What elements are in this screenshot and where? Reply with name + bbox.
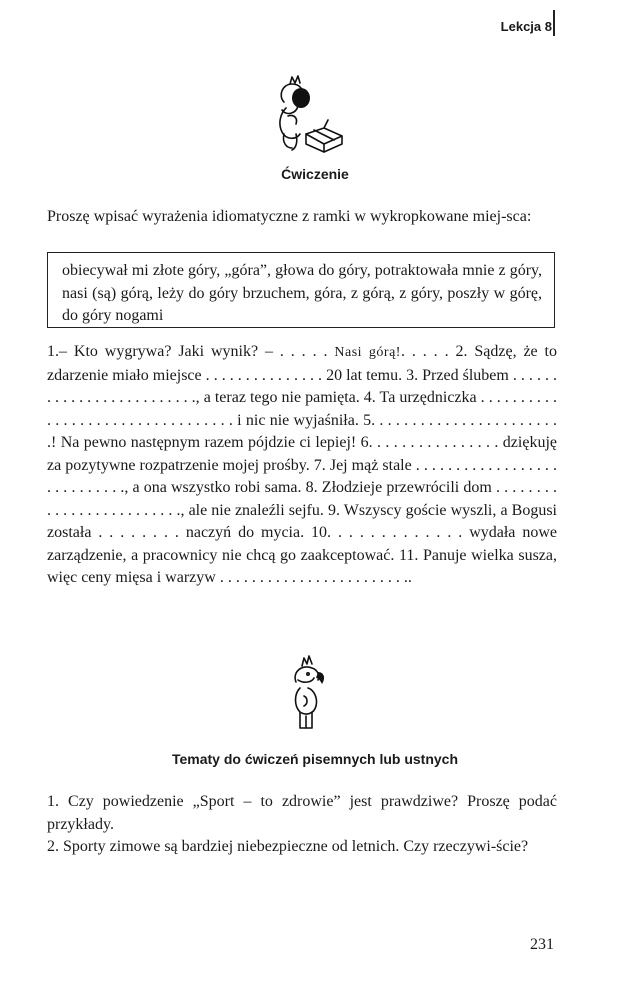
exercise-text: [47, 341, 557, 590]
exercise-title: Ćwiczenie: [281, 166, 349, 182]
topic-item-1: 1. Czy powiedzenie „Sport – to zdrowie” jest prawdziwe? Proszę podać przykłady.: [47, 793, 557, 833]
cartoon-character-with-box-icon: [268, 72, 348, 164]
topics-list: [47, 791, 557, 859]
exercise-text-start: 1.– Kto wygrywa? Jaki wynik? – . . . . .: [47, 343, 335, 360]
topic-item-2: 2. Sporty zimowe są bardziej niebezpieczne od letnich. Czy rzeczywi-ście?: [47, 838, 529, 855]
exercise-text-rest: . . . . . 2. Sądzę, że to zdarzenie miało miejsce . . . . . . . . . . . . . . . 20 lat temu. 3. Przed ślubem . . . . . . . . . . . . . . . . . . . . . . . . ., a teraz tego nie pamięta. 4. Ta urzędniczka . . . . . . . . . . . . . . . . . . . . . . . . . . . . . . . . . i nic nie wyjaśniła. 5. . . . . . . . . . . . . . . . . . . . . . . .! Na pewno następnym razem pójdzie ci lepiej! 6. . . . . . . . . . . . . . . . dziękuję za pozytywne rozpatrzenie mojej prośby. 7. Jej mąż stale . . . . . . . . . . . . . . . . . . . . . . . . . . . ., a ona wszystko robi sama. 8. Złodzieje przewrócili dom . . . . . . . . . . . . . . . . . . . . . . . . ., ale nie znaleźli sejfu. 9. Wszyscy goście wyszli, a Bogusi została . . . . . . . . naczyń do mycia. 10. . . . . . . . . . . . . wydała nowe zarządzenie, a pracownicy nie chcą go zaakceptować. 11. Panuje wielka susza, więc ceny mięsa i warzyw . . . . . . . . . . . . . . . . . . . . . . . ..: [47, 343, 558, 586]
idiom-box: obiecywał mi złote góry, „góra”, głowa do góry, potraktowała mnie z góry, nasi (są) górą, leży do góry brzuchem, góra, z górą, z góry, poszły w górę, do góry nogami: [47, 252, 555, 328]
lesson-header: Lekcja 8: [500, 19, 552, 34]
header-rule: [553, 10, 555, 36]
exercise-instruction: Proszę wpisać wyrażenia idiomatyczne z ramki w wykropkowane miej-sca:: [47, 208, 532, 225]
page-number: 231: [530, 936, 554, 953]
answer-example: Nasi górą!: [334, 345, 401, 360]
cartoon-character-icon: [276, 650, 340, 740]
topics-title: Tematy do ćwiczeń pisemnych lub ustnych: [171, 751, 459, 767]
